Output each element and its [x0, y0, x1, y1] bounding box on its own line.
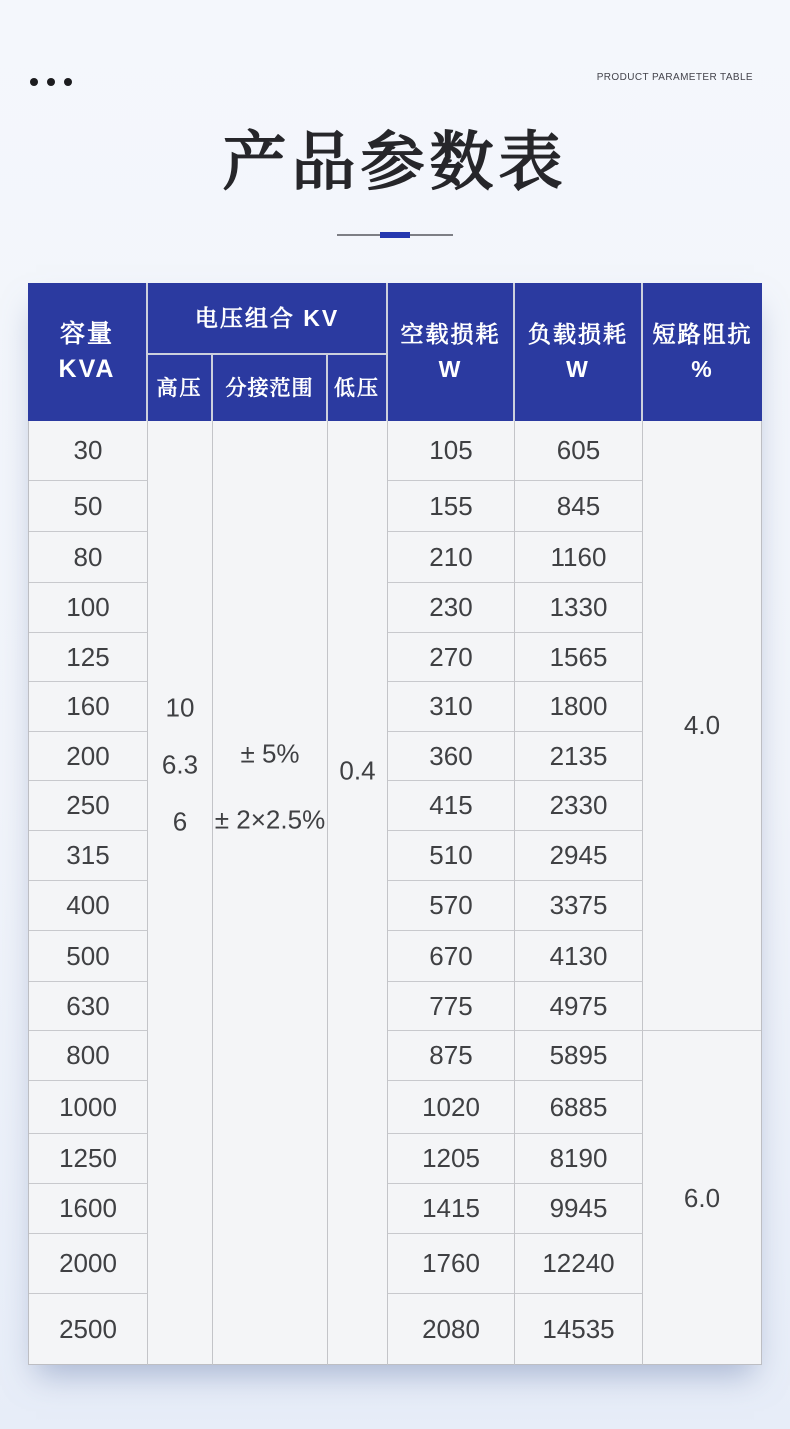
header-voltage-group — [148, 283, 388, 355]
kva-cell: 1600 — [29, 1184, 148, 1234]
hv-merged-cell — [148, 421, 213, 1365]
tap-range-merged-cell — [213, 421, 328, 1365]
no-load-cell: 1205 — [388, 1134, 515, 1184]
no-load-cell: 775 — [388, 982, 515, 1031]
load-cell: 4130 — [515, 931, 643, 982]
dot-icon — [30, 78, 38, 86]
no-load-cell: 230 — [388, 583, 515, 633]
kva-cell: 630 — [29, 982, 148, 1031]
hv-value: 6 — [172, 806, 188, 837]
load-cell: 5895 — [515, 1031, 643, 1081]
no-load-cell: 415 — [388, 781, 515, 831]
header-low-voltage — [328, 355, 388, 421]
load-cell: 4975 — [515, 982, 643, 1031]
header-load-cn: 负载损耗 — [528, 321, 628, 347]
kva-cell: 800 — [29, 1031, 148, 1081]
no-load-cell: 670 — [388, 931, 515, 982]
header-lv-label: 低压 — [334, 376, 380, 400]
kva-cell: 2500 — [29, 1294, 148, 1365]
no-load-cell: 155 — [388, 481, 515, 532]
load-cell: 605 — [515, 421, 643, 481]
header-tap-range — [213, 355, 328, 421]
kva-cell: 1000 — [29, 1081, 148, 1134]
no-load-cell: 105 — [388, 421, 515, 481]
load-cell: 2330 — [515, 781, 643, 831]
no-load-cell: 510 — [388, 831, 515, 881]
no-load-cell: 570 — [388, 881, 515, 931]
divider-line — [337, 229, 453, 241]
header-no-load-unit: W — [438, 356, 463, 382]
tap-range-value: ± 5% — [240, 738, 300, 769]
hv-value: 10 — [165, 692, 195, 723]
no-load-cell: 1020 — [388, 1081, 515, 1134]
page-title: 产品参数表 — [222, 126, 568, 198]
header-capacity — [28, 283, 148, 421]
kva-cell: 50 — [29, 481, 148, 532]
kva-cell: 1250 — [29, 1134, 148, 1184]
no-load-cell: 210 — [388, 532, 515, 583]
kva-cell: 500 — [29, 931, 148, 982]
header-load-unit: W — [566, 356, 590, 382]
load-cell: 1800 — [515, 682, 643, 732]
header-impedance-cn: 短路阻抗 — [652, 321, 753, 347]
header-tap-label: 分接范围 — [225, 376, 314, 400]
product-parameter-table — [28, 283, 762, 1365]
no-load-cell: 360 — [388, 732, 515, 781]
load-cell: 1565 — [515, 633, 643, 682]
header-load-loss — [515, 283, 643, 421]
header-capacity-cn: 容量 — [59, 320, 114, 348]
header-impedance-unit: % — [691, 356, 714, 382]
load-cell: 2135 — [515, 732, 643, 781]
tap-range-value: ± 2×2.5% — [214, 804, 326, 835]
impedance-value: 4.0 — [683, 710, 721, 740]
no-load-cell: 310 — [388, 682, 515, 732]
impedance-cell-bottom — [643, 1031, 761, 1365]
kva-cell: 160 — [29, 682, 148, 732]
table-header — [28, 283, 762, 421]
header-no-load-cn: 空载损耗 — [400, 321, 501, 347]
header-capacity-unit: KVA — [58, 355, 116, 383]
header-high-voltage — [148, 355, 213, 421]
dot-icon — [64, 78, 72, 86]
load-cell: 3375 — [515, 881, 643, 931]
kva-cell: 200 — [29, 732, 148, 781]
impedance-value: 6.0 — [683, 1182, 721, 1213]
load-cell: 12240 — [515, 1234, 643, 1294]
kva-cell: 125 — [29, 633, 148, 682]
no-load-cell: 1760 — [388, 1234, 515, 1294]
load-cell: 845 — [515, 481, 643, 532]
kva-cell: 400 — [29, 881, 148, 931]
no-load-cell: 270 — [388, 633, 515, 682]
table-body — [28, 421, 762, 1365]
header-no-load-loss — [388, 283, 515, 421]
header-voltage-group-label: 电压组合 KV — [194, 304, 340, 331]
impedance-cell-top — [643, 421, 761, 1031]
header-impedance — [643, 283, 762, 421]
dot-icon — [47, 78, 55, 86]
hv-value: 6.3 — [161, 749, 199, 780]
kva-cell: 100 — [29, 583, 148, 633]
title-divider — [0, 229, 790, 241]
load-cell: 6885 — [515, 1081, 643, 1134]
eyebrow-text: PRODUCT PARAMETER TABLE — [596, 72, 753, 83]
kva-cell: 250 — [29, 781, 148, 831]
lv-value: 0.4 — [339, 755, 376, 786]
header-hv-label: 高压 — [156, 376, 203, 400]
kva-cell: 315 — [29, 831, 148, 881]
load-cell: 1330 — [515, 583, 643, 633]
load-cell: 14535 — [515, 1294, 643, 1365]
load-cell: 1160 — [515, 532, 643, 583]
kva-cell: 30 — [29, 421, 148, 481]
dots-decoration — [30, 78, 72, 86]
lv-merged-cell — [328, 421, 388, 1365]
no-load-cell: 1415 — [388, 1184, 515, 1234]
no-load-cell: 875 — [388, 1031, 515, 1081]
kva-cell: 80 — [29, 532, 148, 583]
kva-cell: 2000 — [29, 1234, 148, 1294]
load-cell: 2945 — [515, 831, 643, 881]
no-load-cell: 2080 — [388, 1294, 515, 1365]
load-cell: 8190 — [515, 1134, 643, 1184]
divider-accent — [380, 232, 410, 238]
load-cell: 9945 — [515, 1184, 643, 1234]
